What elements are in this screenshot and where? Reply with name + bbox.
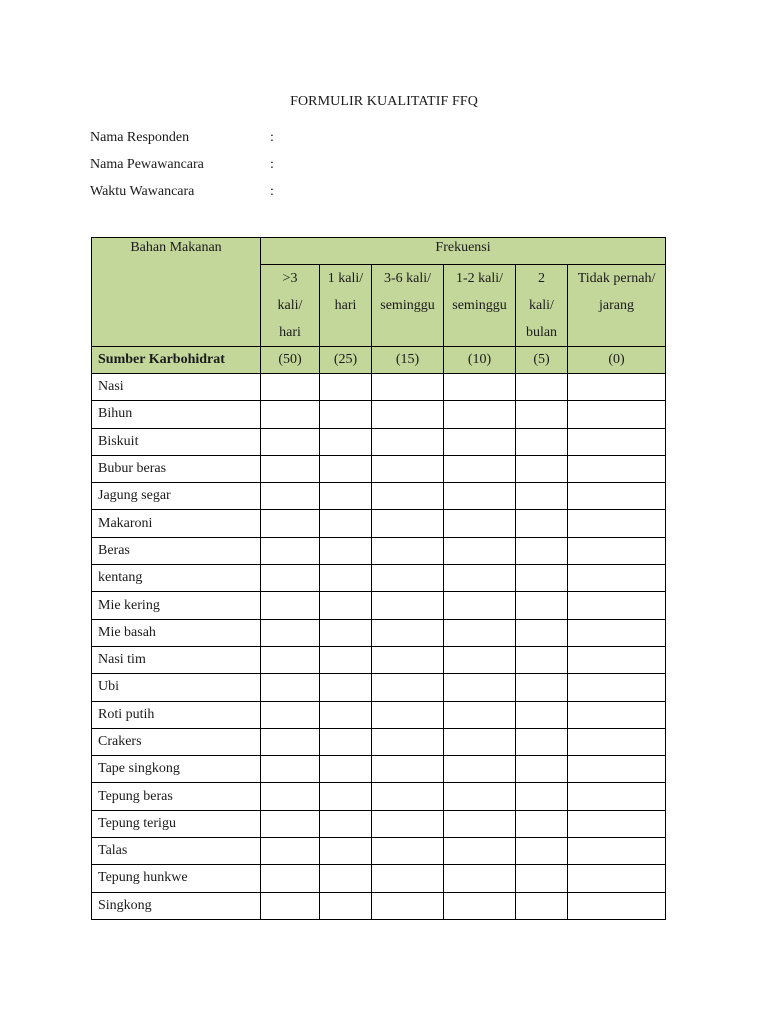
page-title: FORMULIR KUALITATIF FFQ — [290, 94, 478, 109]
food-item-row — [92, 783, 666, 810]
frequency-column-header — [568, 265, 666, 347]
frequency-entry-cell[interactable] — [516, 428, 568, 455]
info-colon: : — [270, 130, 274, 145]
frequency-entry-cell[interactable] — [516, 674, 568, 701]
frequency-entry-cell[interactable] — [261, 701, 320, 728]
frequency-entry-cell[interactable] — [568, 810, 666, 837]
frequency-entry-cell[interactable] — [261, 537, 320, 564]
frequency-entry-cell[interactable] — [372, 401, 444, 428]
frequency-entry-cell[interactable] — [568, 619, 666, 646]
frequency-entry-cell[interactable] — [320, 646, 372, 673]
frequency-entry-cell[interactable] — [516, 401, 568, 428]
score-cell: (10) — [444, 347, 516, 374]
frequency-entry-cell[interactable] — [568, 646, 666, 673]
food-item-name: Nasi — [92, 374, 261, 401]
frequency-entry-cell[interactable] — [320, 838, 372, 865]
frequency-entry-cell[interactable] — [516, 565, 568, 592]
food-item-name: Tepung beras — [92, 783, 261, 810]
frequency-entry-cell[interactable] — [516, 592, 568, 619]
frequency-entry-cell[interactable] — [568, 756, 666, 783]
frequency-entry-cell[interactable] — [516, 892, 568, 919]
frequency-column-line: 1 kali/ — [327, 271, 364, 286]
frequency-entry-cell[interactable] — [372, 428, 444, 455]
frequency-entry-cell[interactable] — [261, 401, 320, 428]
frequency-entry-cell[interactable] — [372, 619, 444, 646]
frequency-header: Frekuensi — [261, 238, 666, 265]
food-item-name: Beras — [92, 537, 261, 564]
frequency-entry-cell[interactable] — [444, 428, 516, 455]
frequency-column-line: 3-6 kali/ — [383, 271, 432, 286]
frequency-entry-cell[interactable] — [320, 401, 372, 428]
frequency-column-line: kali/ — [529, 298, 554, 313]
food-item-name: Mie kering — [92, 592, 261, 619]
frequency-entry-cell[interactable] — [320, 674, 372, 701]
food-item-row — [92, 374, 666, 401]
food-item-name: Ubi — [92, 674, 261, 701]
frequency-entry-cell[interactable] — [261, 674, 320, 701]
food-header: Bahan Makanan — [92, 238, 261, 347]
frequency-entry-cell[interactable] — [444, 374, 516, 401]
frequency-column-line: bulan — [525, 325, 558, 340]
frequency-entry-cell[interactable] — [372, 701, 444, 728]
frequency-column-line: hari — [279, 325, 301, 340]
frequency-entry-cell[interactable] — [372, 674, 444, 701]
food-item-row — [92, 619, 666, 646]
frequency-entry-cell[interactable] — [372, 892, 444, 919]
frequency-entry-cell[interactable] — [568, 565, 666, 592]
food-item-name: Tepung terigu — [92, 810, 261, 837]
frequency-column-header — [444, 265, 516, 347]
frequency-entry-cell[interactable] — [372, 483, 444, 510]
frequency-entry-cell[interactable] — [261, 892, 320, 919]
frequency-entry-cell[interactable] — [516, 756, 568, 783]
frequency-entry-cell[interactable] — [261, 783, 320, 810]
frequency-entry-cell[interactable] — [444, 565, 516, 592]
ffq-table — [91, 237, 666, 920]
frequency-column-line: hari — [334, 298, 357, 313]
frequency-entry-cell[interactable] — [444, 783, 516, 810]
frequency-entry-cell[interactable] — [320, 865, 372, 892]
frequency-entry-cell[interactable] — [568, 428, 666, 455]
food-item-name: Talas — [92, 838, 261, 865]
frequency-entry-cell[interactable] — [444, 619, 516, 646]
frequency-column-line: seminggu — [380, 298, 435, 313]
frequency-entry-cell[interactable] — [261, 865, 320, 892]
frequency-entry-cell[interactable] — [568, 537, 666, 564]
food-item-row — [92, 455, 666, 482]
frequency-entry-cell[interactable] — [444, 756, 516, 783]
info-label: Nama Responden — [90, 130, 190, 145]
frequency-entry-cell[interactable] — [516, 510, 568, 537]
score-cell: (0) — [568, 347, 666, 374]
frequency-entry-cell[interactable] — [444, 483, 516, 510]
frequency-column-line: Tidak pernah/ — [577, 271, 656, 286]
food-item-row — [92, 865, 666, 892]
food-item-name: Jagung segar — [92, 483, 261, 510]
frequency-entry-cell[interactable] — [261, 428, 320, 455]
frequency-entry-cell[interactable] — [568, 728, 666, 755]
frequency-column-line: 2 — [538, 271, 545, 286]
score-cell: (5) — [516, 347, 568, 374]
frequency-entry-cell[interactable] — [320, 428, 372, 455]
frequency-entry-cell[interactable] — [372, 810, 444, 837]
frequency-entry-cell[interactable] — [320, 374, 372, 401]
food-item-name: Bubur beras — [92, 455, 261, 482]
frequency-entry-cell[interactable] — [568, 783, 666, 810]
frequency-entry-cell[interactable] — [372, 455, 444, 482]
frequency-column-header — [516, 265, 568, 347]
food-item-name: Nasi tim — [92, 646, 261, 673]
frequency-entry-cell[interactable] — [444, 674, 516, 701]
frequency-entry-cell[interactable] — [516, 728, 568, 755]
food-item-row — [92, 674, 666, 701]
frequency-entry-cell[interactable] — [261, 374, 320, 401]
food-item-name: Tape singkong — [92, 756, 261, 783]
frequency-entry-cell[interactable] — [320, 592, 372, 619]
food-item-name: kentang — [92, 565, 261, 592]
frequency-column-line: 1-2 kali/ — [455, 271, 504, 286]
frequency-entry-cell[interactable] — [444, 537, 516, 564]
frequency-entry-cell[interactable] — [444, 728, 516, 755]
frequency-entry-cell[interactable] — [568, 701, 666, 728]
frequency-entry-cell[interactable] — [444, 865, 516, 892]
food-item-row — [92, 646, 666, 673]
frequency-column-line: kali/ — [277, 298, 303, 313]
food-item-row — [92, 810, 666, 837]
frequency-entry-cell[interactable] — [261, 728, 320, 755]
info-label: Waktu Wawancara — [90, 184, 195, 199]
frequency-entry-cell[interactable] — [320, 510, 372, 537]
category-label: Sumber Karbohidrat — [92, 347, 261, 374]
score-cell: (50) — [261, 347, 320, 374]
frequency-entry-cell[interactable] — [372, 646, 444, 673]
food-item-row — [92, 510, 666, 537]
frequency-entry-cell[interactable] — [568, 865, 666, 892]
frequency-entry-cell[interactable] — [261, 810, 320, 837]
score-cell: (25) — [320, 347, 372, 374]
frequency-entry-cell[interactable] — [568, 838, 666, 865]
frequency-entry-cell[interactable] — [320, 892, 372, 919]
frequency-entry-cell[interactable] — [372, 565, 444, 592]
frequency-entry-cell[interactable] — [372, 510, 444, 537]
frequency-entry-cell[interactable] — [568, 892, 666, 919]
score-cell: (15) — [372, 347, 444, 374]
frequency-entry-cell[interactable] — [568, 401, 666, 428]
frequency-entry-cell[interactable] — [444, 401, 516, 428]
frequency-column-line: jarang — [599, 298, 635, 313]
frequency-entry-cell[interactable] — [372, 756, 444, 783]
food-item-row — [92, 565, 666, 592]
frequency-entry-cell[interactable] — [568, 483, 666, 510]
food-item-row — [92, 537, 666, 564]
info-colon: : — [270, 157, 274, 172]
frequency-entry-cell[interactable] — [568, 510, 666, 537]
frequency-entry-cell[interactable] — [372, 838, 444, 865]
frequency-entry-cell[interactable] — [516, 455, 568, 482]
frequency-entry-cell[interactable] — [320, 565, 372, 592]
food-item-name: Biskuit — [92, 428, 261, 455]
frequency-entry-cell[interactable] — [516, 701, 568, 728]
frequency-entry-cell[interactable] — [261, 592, 320, 619]
frequency-entry-cell[interactable] — [444, 810, 516, 837]
food-item-row — [92, 483, 666, 510]
frequency-entry-cell[interactable] — [444, 510, 516, 537]
frequency-entry-cell[interactable] — [444, 892, 516, 919]
frequency-entry-cell[interactable] — [372, 374, 444, 401]
frequency-entry-cell[interactable] — [568, 374, 666, 401]
frequency-entry-cell[interactable] — [261, 510, 320, 537]
frequency-column-line: seminggu — [452, 298, 507, 313]
info-label: Nama Pewawancara — [90, 157, 204, 172]
food-item-name: Tepung hunkwe — [92, 865, 261, 892]
frequency-entry-cell[interactable] — [568, 674, 666, 701]
food-item-name: Makaroni — [92, 510, 261, 537]
food-item-row — [92, 728, 666, 755]
frequency-entry-cell[interactable] — [568, 455, 666, 482]
food-item-name: Roti putih — [92, 701, 261, 728]
frequency-entry-cell[interactable] — [320, 619, 372, 646]
frequency-entry-cell[interactable] — [261, 455, 320, 482]
frequency-entry-cell[interactable] — [261, 619, 320, 646]
info-colon: : — [270, 184, 274, 199]
frequency-entry-cell[interactable] — [516, 783, 568, 810]
frequency-entry-cell[interactable] — [372, 865, 444, 892]
frequency-entry-cell[interactable] — [261, 646, 320, 673]
food-item-name: Singkong — [92, 892, 261, 919]
frequency-entry-cell[interactable] — [320, 756, 372, 783]
frequency-entry-cell[interactable] — [568, 592, 666, 619]
frequency-entry-cell[interactable] — [516, 838, 568, 865]
category-row — [92, 347, 666, 374]
frequency-entry-cell[interactable] — [444, 646, 516, 673]
frequency-entry-cell[interactable] — [516, 483, 568, 510]
frequency-entry-cell[interactable] — [516, 865, 568, 892]
frequency-entry-cell[interactable] — [372, 783, 444, 810]
frequency-entry-cell[interactable] — [320, 701, 372, 728]
food-item-row — [92, 892, 666, 919]
frequency-entry-cell[interactable] — [372, 592, 444, 619]
frequency-entry-cell[interactable] — [516, 810, 568, 837]
food-item-row — [92, 401, 666, 428]
food-item-row — [92, 838, 666, 865]
frequency-entry-cell[interactable] — [320, 810, 372, 837]
food-item-row — [92, 756, 666, 783]
frequency-entry-cell[interactable] — [320, 783, 372, 810]
frequency-entry-cell[interactable] — [516, 619, 568, 646]
frequency-entry-cell[interactable] — [444, 838, 516, 865]
food-item-row — [92, 701, 666, 728]
frequency-entry-cell[interactable] — [261, 565, 320, 592]
food-item-row — [92, 428, 666, 455]
frequency-entry-cell[interactable] — [516, 374, 568, 401]
frequency-entry-cell[interactable] — [261, 483, 320, 510]
frequency-entry-cell[interactable] — [444, 592, 516, 619]
frequency-entry-cell[interactable] — [372, 537, 444, 564]
frequency-entry-cell[interactable] — [320, 455, 372, 482]
frequency-column-line: >3 — [282, 271, 298, 286]
frequency-entry-cell[interactable] — [261, 756, 320, 783]
food-item-row — [92, 592, 666, 619]
food-item-name: Mie basah — [92, 619, 261, 646]
frequency-entry-cell[interactable] — [372, 728, 444, 755]
frequency-entry-cell[interactable] — [516, 537, 568, 564]
frequency-entry-cell[interactable] — [320, 728, 372, 755]
frequency-entry-cell[interactable] — [444, 701, 516, 728]
food-item-name: Crakers — [92, 728, 261, 755]
frequency-entry-cell[interactable] — [320, 537, 372, 564]
frequency-entry-cell[interactable] — [516, 646, 568, 673]
frequency-column-header — [372, 265, 444, 347]
frequency-entry-cell[interactable] — [444, 455, 516, 482]
frequency-entry-cell[interactable] — [320, 483, 372, 510]
frequency-column-header — [320, 265, 372, 347]
food-item-name: Bihun — [92, 401, 261, 428]
frequency-entry-cell[interactable] — [261, 838, 320, 865]
frequency-column-header — [261, 265, 320, 347]
